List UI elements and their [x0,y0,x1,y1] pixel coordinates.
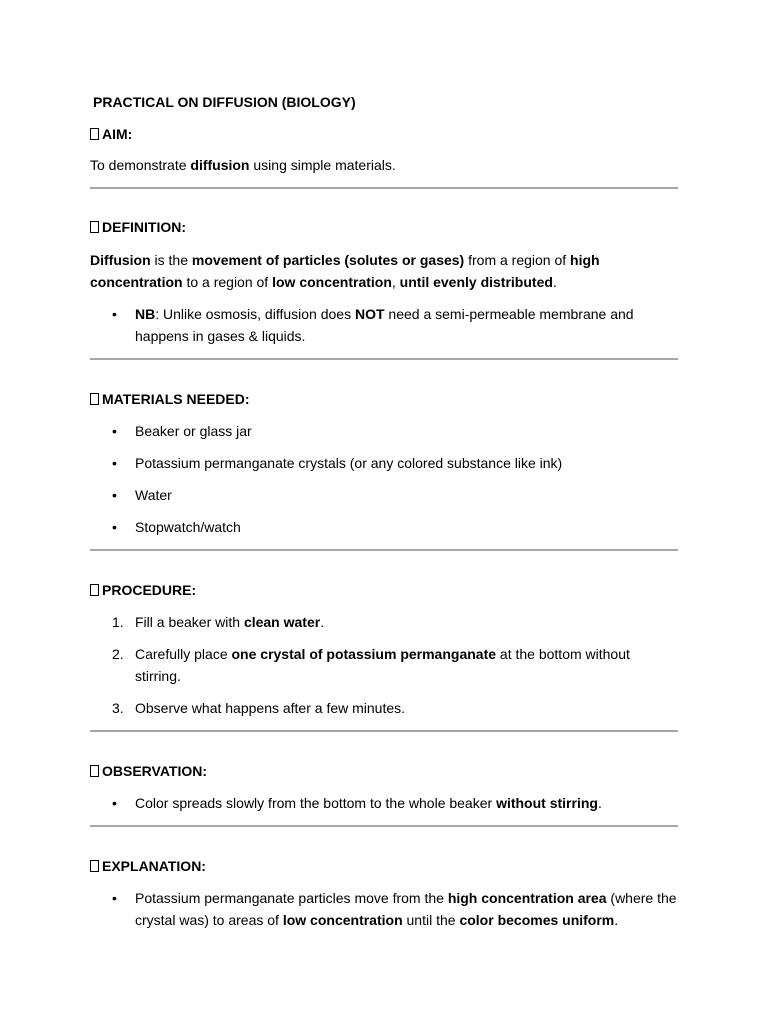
procedure-heading [90,580,678,600]
aim-text-part: using simple materials. [249,157,396,173]
definition-part: to a region of [182,274,273,290]
note-part: need a semi-permeable membrane and happens in gases & liquids. [135,306,634,344]
materials-heading-text: MATERIALS NEEDED: [102,391,250,407]
observation-part: Color spreads slowly from the bottom to the whole beaker [135,795,497,811]
aim-heading-text: AIM: [102,126,133,142]
step-part: . [320,614,325,630]
list-item [90,887,678,931]
aim-text [90,154,678,176]
material-text: Stopwatch/watch [135,519,241,535]
materials-list [90,420,678,538]
definition-bold: high concentration [90,252,600,290]
definition-part: is the [150,252,192,268]
step-bold: clean water [243,614,321,630]
missing-glyph-icon [90,584,99,596]
definition-bold: low concentration [272,274,392,290]
definition-heading [90,217,678,237]
bullet: • [112,306,117,322]
aim-text-bold: diffusion [190,157,250,173]
note-part: : Unlike osmosis, diffusion does [155,306,355,322]
explanation-bold: high concentration area [447,890,607,906]
explanation-heading [90,856,678,876]
bullet: • [112,455,117,471]
explanation-heading-text: EXPLANATION: [102,858,206,874]
list-item [90,484,678,506]
procedure-heading-text: PROCEDURE: [102,582,197,598]
list-item [90,792,678,814]
definition-notes [90,303,678,347]
document-title: PRACTICAL ON DIFFUSION (BIOLOGY) [93,94,356,110]
explanation-bold: color becomes uniform [459,912,615,928]
note-bold: NOT [354,306,385,322]
explanation-list [90,887,678,931]
definition-bold: Diffusion [90,252,151,268]
observation-bold: without stirring [496,795,598,811]
bullet: • [112,890,117,906]
definition-heading-text: DEFINITION: [102,219,186,235]
observation-list [90,792,678,814]
document-body [90,92,678,931]
step-part: at the bottom without stirring. [135,646,630,684]
observation-heading-text: OBSERVATION: [102,763,208,779]
explanation-part: (where the crystal was) to areas of [135,890,677,928]
bullet: • [112,423,117,439]
missing-glyph-icon [90,221,99,233]
aim-heading [90,124,678,144]
material-text: Water [135,487,172,503]
section-divider [90,187,678,189]
section-divider [90,730,678,732]
step-part: Carefully place [135,646,232,662]
list-item [90,516,678,538]
bullet: • [112,487,117,503]
explanation-part: Potassium permanganate particles move from the [135,890,448,906]
explanation-part: until the [402,912,460,928]
missing-glyph-icon [90,128,99,140]
material-text: Potassium permanganate crystals (or any colored substance like ink) [135,455,563,471]
missing-glyph-icon [90,393,99,405]
definition-bold: movement of particles (solutes or gases) [191,252,465,268]
section-divider [90,549,678,551]
material-text: Beaker or glass jar [135,423,252,439]
missing-glyph-icon [90,860,99,872]
step-bold: one crystal of potassium permanganate [231,646,497,662]
definition-part: from a region of [464,252,571,268]
aim-text-part: To demonstrate [90,157,191,173]
step-number: 2. [112,646,124,662]
list-item [90,303,678,347]
step-part: Fill a beaker with [135,614,244,630]
definition-bold: until evenly distributed [399,274,553,290]
step-number: 3. [112,700,124,716]
list-item [90,697,678,719]
list-item [90,611,678,633]
explanation-part: . [614,912,619,928]
explanation-bold: low concentration [282,912,403,928]
list-item [90,420,678,442]
note-bold: NB [135,306,156,322]
definition-part: , [391,274,400,290]
bullet: • [112,795,117,811]
missing-glyph-icon [90,765,99,777]
step-number: 1. [112,614,124,630]
list-item [90,452,678,474]
definition-text [90,249,678,293]
section-divider [90,825,678,827]
materials-heading [90,389,678,409]
section-divider [90,358,678,360]
observation-heading [90,761,678,781]
list-item [90,643,678,687]
bullet: • [112,519,117,535]
observation-part: . [597,795,602,811]
procedure-list [90,611,678,719]
step-part: Observe what happens after a few minutes. [135,700,406,716]
definition-part: . [552,274,557,290]
